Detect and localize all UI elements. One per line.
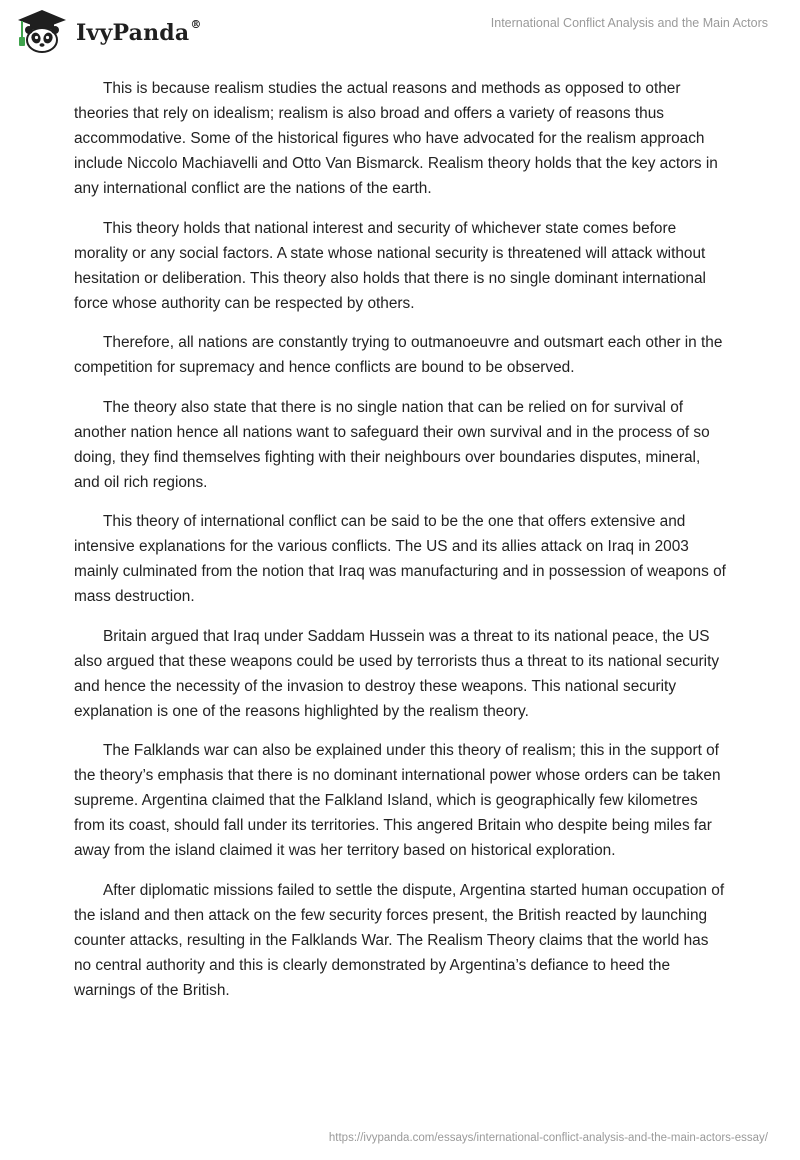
brand-name: IvyPanda®: [76, 18, 202, 46]
brand-logo[interactable]: [14, 8, 202, 54]
registered-mark: ®: [190, 18, 202, 31]
page-header: [0, 0, 800, 60]
paragraph-4: The theory also state that there is no single nation that can be relied on for survival of another nation hence all nations want to safeguard their own survival and in the process of so doing, they find themselves fighting with their neighbours over boundaries disputes, mineral, and oil rich regions.: [74, 398, 710, 491]
essay-body: [74, 76, 728, 1017]
paragraph-6: Britain argued that Iraq under Saddam Hussein was a threat to its national peace, the US also argued that these weapons could be used by terrorists thus a threat to its national security and hence the necessity of the invasion to destroy these weapons. This national security explanation is one of the reasons highlighted by the realism theory.: [74, 627, 720, 720]
paragraph-2: This theory holds that national interest and security of whichever state comes before morality or any social factors. A state whose national security is threatened will attack without hesitation or deliberation. This theory also holds that there is no single dominant international force whose authority can be respected by others.: [74, 219, 706, 312]
document-title: International Conflict Analysis and the Main Actors: [490, 16, 768, 30]
footer-source-link[interactable]: https://ivypanda.com/essays/international-conflict-analysis-and-the-main-actors-essay/: [328, 1132, 768, 1144]
paragraph-3: Therefore, all nations are constantly trying to outmanoeuvre and outsmart each other in the competition for supremacy and hence conflicts are bound to be observed.: [74, 334, 723, 376]
paragraph-8: After diplomatic missions failed to settle the dispute, Argentina started human occupation of the island and then attack on the few security forces present, the British reacted by launching counter attacks, resulting in the Falklands War. The Realism Theory claims that the world has no central authority and this is clearly demonstrated by Argentina’s defiance to heed the warnings of the British.: [74, 881, 725, 999]
panda-graduation-cap-logo-icon: [14, 8, 70, 54]
paragraph-1: This is because realism studies the actual reasons and methods as opposed to other theories that rely on idealism; realism is also broad and offers a variety of reasons thus accommodative. Some of the historical figures who have advocated for the realism approach include Niccolo Machiavelli and Otto Van Bismarck. Realism theory holds that the key actors in any international conflict are the nations of the earth.: [74, 80, 718, 197]
paragraph-5: This theory of international conflict can be said to be the one that offers extensive and intensive explanations for the various conflicts. The US and its allies attack on Iraq in 2003 mainly culminated from the notion that Iraq was manufacturing and in possession of weapons of mass destruction.: [74, 513, 726, 605]
paragraph-7: The Falklands war can also be explained under this theory of realism; this in the support of the theory’s emphasis that there is no dominant international power whose orders can be taken supreme. Argentina claimed that the Falkland Island, which is geographically few kilometres from its coast, should fall under its territories. This angered Britain who despite being miles far away from the island claimed it was her territory based on historical exploration.: [74, 742, 721, 859]
